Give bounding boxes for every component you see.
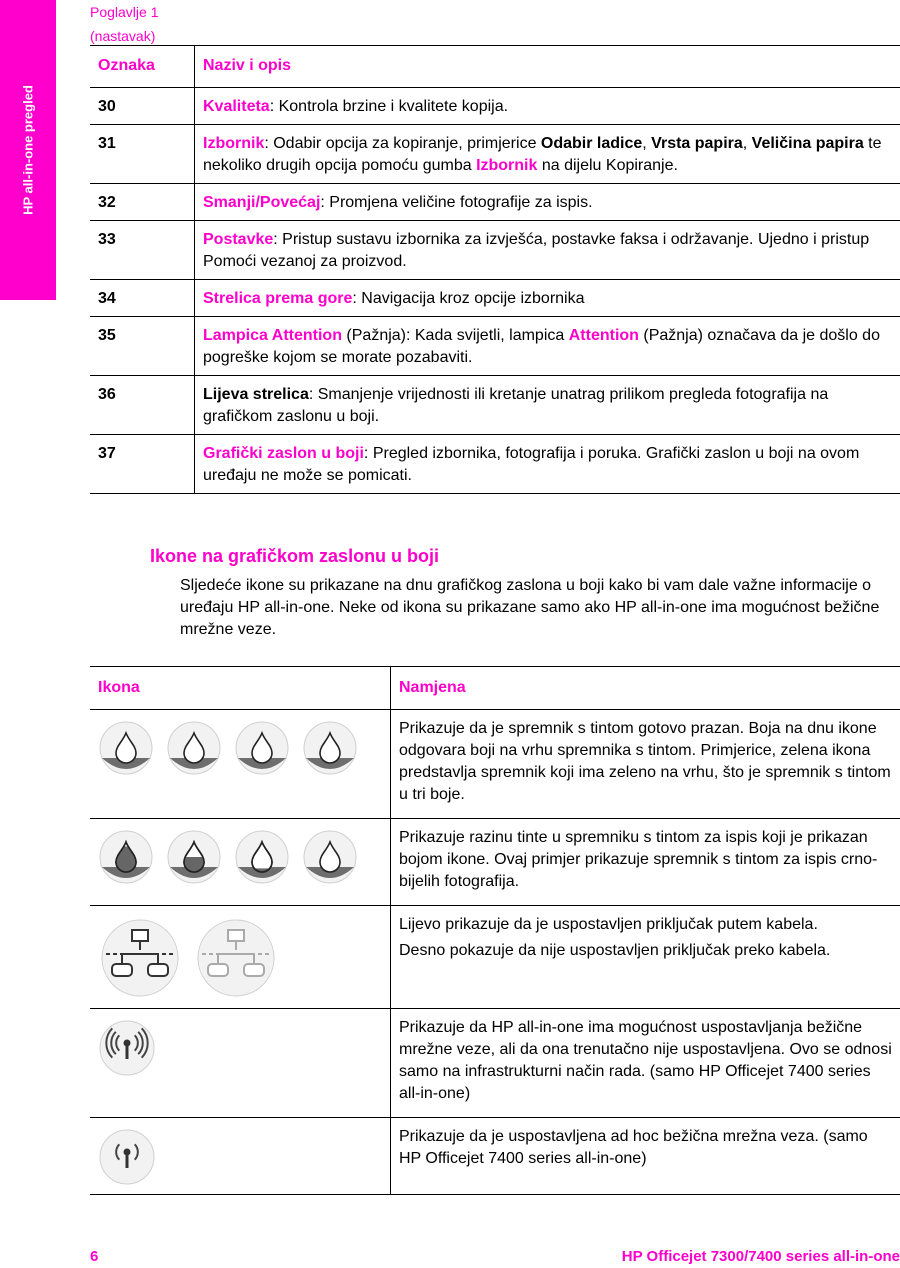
wired-disconnected-icon — [194, 916, 278, 1000]
ink-level-empty-icon — [302, 829, 358, 887]
icon-group — [98, 827, 382, 887]
table-row — [90, 435, 900, 494]
ink-level-half-icon — [166, 829, 222, 887]
ink-level-low-icon — [234, 829, 290, 887]
chapter-label: Poglavlje 1 — [90, 4, 159, 20]
table-row — [90, 376, 900, 435]
icons-table — [90, 666, 900, 1195]
row-description — [195, 184, 900, 221]
row-number: 37 — [90, 435, 195, 494]
row-number: 32 — [90, 184, 195, 221]
wireless-infrastructure-icon — [98, 1019, 156, 1077]
row-description — [195, 125, 900, 184]
icon-description — [391, 819, 900, 906]
term-bold: Vrsta papira — [651, 135, 743, 152]
column-header: Namjena — [391, 667, 900, 710]
labels-table — [90, 45, 900, 494]
table-row — [90, 280, 900, 317]
page-number: 6 — [90, 1248, 99, 1265]
icon-description — [391, 1118, 900, 1195]
row-number: 35 — [90, 317, 195, 376]
row-description — [195, 221, 900, 280]
icon-group — [98, 1126, 382, 1186]
row-number: 31 — [90, 125, 195, 184]
table-row — [90, 125, 900, 184]
term-highlight: Lampica Attention — [203, 327, 342, 344]
description-paragraph: Lijevo prikazuje da je uspostavljen priključak putem kabela. — [399, 916, 818, 933]
chapter-header — [90, 0, 159, 48]
term-highlight: Attention — [568, 327, 639, 344]
description-text: : Smanjenje vrijednosti ili kretanje unatrag prilikom pregleda fotografija na grafičkom zaslonu u boji. — [203, 386, 829, 425]
ink-empty-icon — [302, 720, 358, 778]
description-paragraph: Prikazuje da je uspostavljena ad hoc bežična mrežna veza. (samo HP Officejet 7400 series all-in-one) — [399, 1128, 868, 1167]
row-description — [195, 317, 900, 376]
table-header-row — [90, 667, 900, 710]
table-row — [90, 1009, 900, 1118]
term-highlight: Smanji/Povećaj — [203, 194, 321, 211]
wired-connected-icon — [98, 916, 182, 1000]
term-highlight: Postavke — [203, 231, 274, 248]
icon-description — [391, 906, 900, 1009]
term-highlight: Grafički zaslon u boji — [203, 445, 364, 462]
description-text: : Kontrola brzine i kvalitete kopija. — [269, 98, 509, 115]
row-description — [195, 88, 900, 125]
icon-description — [391, 1009, 900, 1118]
row-number: 30 — [90, 88, 195, 125]
description-text: : Odabir opcija za kopiranje, primjerice — [264, 135, 541, 152]
description-text: , — [742, 135, 752, 152]
description-text: te nekoliko drugih opcija pomoću gumba — [203, 135, 882, 174]
table-row — [90, 1118, 900, 1195]
footer-product: HP Officejet 7300/7400 series all-in-one — [621, 1248, 900, 1265]
ink-empty-icon — [166, 720, 222, 778]
icon-cell — [90, 906, 391, 1009]
row-number: 33 — [90, 221, 195, 280]
column-header: Naziv i opis — [195, 46, 900, 88]
table-row — [90, 819, 900, 906]
row-number: 36 — [90, 376, 195, 435]
table-row — [90, 221, 900, 280]
table-row — [90, 710, 900, 819]
continued-label: (nastavak) — [90, 28, 156, 44]
description-paragraph: Prikazuje da HP all-in-one ima mogućnost uspostavljanja bežične mrežne veze, ali da ona trenutačno nije uspostavljena. Ovo se odnosi samo na infrastrukturni način rada. (samo HP Officejet 7400 series all-in-one) — [399, 1019, 892, 1102]
description-text: (Pažnja): Kada svijetli, lampica — [341, 327, 569, 344]
icon-group — [98, 1017, 382, 1077]
side-chapter-tab — [0, 0, 56, 300]
table-row — [90, 184, 900, 221]
row-description — [195, 376, 900, 435]
wireless-adhoc-icon — [98, 1128, 156, 1186]
term-highlight: Strelica prema gore — [203, 290, 353, 307]
column-header: Ikona — [90, 667, 391, 710]
side-tab-label: HP all-in-one pregled — [20, 85, 36, 215]
icon-cell — [90, 1009, 391, 1118]
section-title: Ikone na grafičkom zaslonu u boji — [150, 546, 440, 566]
table-row — [90, 88, 900, 125]
description-text: , — [642, 135, 652, 152]
icon-cell — [90, 819, 391, 906]
description-paragraph: Desno pokazuje da nije uspostavljen priključak preko kabela. — [399, 942, 831, 959]
icon-cell — [90, 1118, 391, 1195]
term-bold: Odabir ladice — [540, 135, 643, 152]
description-text: na dijelu Kopiranje. — [537, 157, 678, 174]
term-highlight: Kvaliteta — [203, 98, 270, 115]
section-intro: Sljedeće ikone su prikazane na dnu grafičkog zaslona u boji kako bi vam dale važne informacije o uređaju HP all-in-one. Neke od ikona su prikazane samo ako HP all-in-one ima mogućnost bežične mrežne veze. — [180, 577, 880, 638]
icon-group — [98, 718, 382, 778]
ink-empty-icon — [234, 720, 290, 778]
term-highlight: Izbornik — [476, 157, 538, 174]
icon-description — [391, 710, 900, 819]
icon-cell — [90, 710, 391, 819]
ink-empty-icon — [98, 720, 154, 778]
description-text: : Navigacija kroz opcije izbornika — [352, 290, 585, 307]
term-bold: Lijeva strelica — [203, 386, 309, 403]
description-text: (Pažnja) označava da je došlo do pogreške kojom se morate pozabaviti. — [203, 327, 880, 366]
description-paragraph: Prikazuje razinu tinte u spremniku s tintom za ispis koji je prikazan bojom ikone. Ovaj primjer prikazuje spremnik s tintom za ispis crno-bijelih fotografija. — [399, 829, 878, 890]
icon-group — [98, 914, 382, 1000]
table-row — [90, 906, 900, 1009]
description-paragraph: Prikazuje da je spremnik s tintom gotovo prazan. Boja na dnu ikone odgovara boji na vrhu spremnika s tintom. Primjerice, zelena ikona predstavlja spremnik koji ima zeleno na vrhu, što je spremnik s tintom u tri boje. — [399, 720, 891, 803]
row-description — [195, 435, 900, 494]
description-text: : Pregled izbornika, fotografija i poruka. Grafički zaslon u boji na ovom uređaju ne može se pomicati. — [203, 445, 860, 484]
ink-level-full-icon — [98, 829, 154, 887]
table-row — [90, 317, 900, 376]
row-number: 34 — [90, 280, 195, 317]
description-text: : Pristup sustavu izbornika za izvješća, postavke faksa i održavanje. Ujedno i pristup Pomoći vezanoj za proizvod. — [203, 231, 870, 270]
table-header-row — [90, 46, 900, 88]
description-text: : Promjena veličine fotografije za ispis. — [320, 194, 593, 211]
term-highlight: Izbornik — [203, 135, 265, 152]
row-description — [195, 280, 900, 317]
term-bold: Veličina papira — [751, 135, 864, 152]
column-header: Oznaka — [90, 46, 195, 88]
